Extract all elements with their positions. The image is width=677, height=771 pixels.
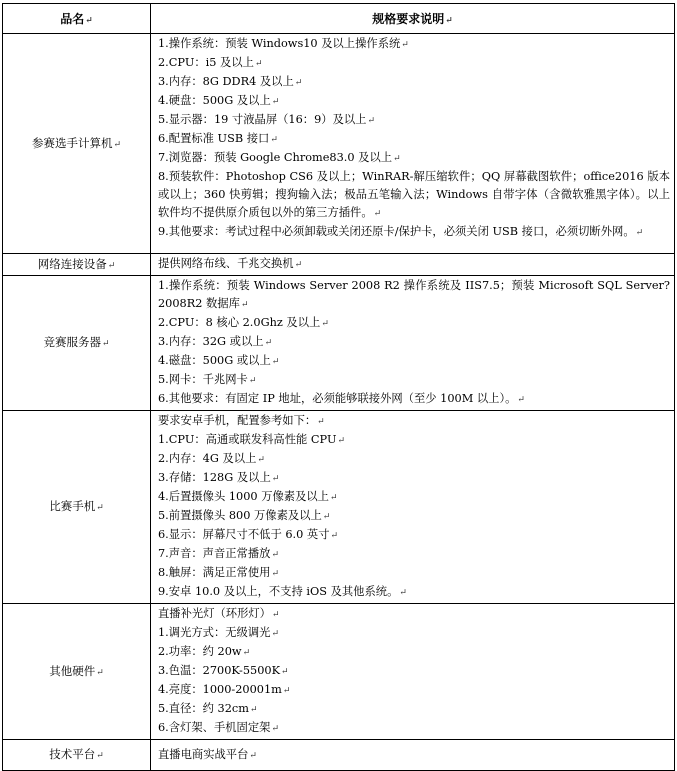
spec-line: 6.配置标准 USB 接口↵ [158,132,278,145]
item-name-cell: 网络连接设备↵ [3,254,151,276]
spec-line: 5.显示器：19 寸液晶屏（16：9）及以上↵ [158,113,376,126]
spec-line: 9.其他要求：考试过程中必须卸载或关闭还原卡/保护卡，必须关闭 USB 接口，必须切断外网。↵ [158,225,644,238]
header-name: 品名↵ [3,4,151,34]
table-row [3,34,675,254]
spec-line: 3.存储：128G 及以上↵ [158,471,280,484]
spec-line: 7.浏览器：预装 Google Chrome83.0 及以上↵ [158,151,401,164]
spec-line: 3.色温：2700K-5500K↵ [158,664,289,677]
item-spec-cell [151,34,675,254]
item-name-cell: 其他硬件↵ [3,604,151,740]
spec-line: 6.含灯架、手机固定架↵ [158,721,279,734]
table-row [3,604,675,740]
spec-line: 7.声音：声音正常播放↵ [158,547,279,560]
table-row [3,740,675,771]
spec-line: 6.其他要求：有固定 IP 地址，必须能够联接外网（至少 100M 以上）。↵ [158,392,525,405]
spec-line: 8.预装软件：Photoshop CS6 及以上；WinRAR-解压缩软件；QQ 屏幕截图软件；office2016 版本或以上；360 快剪辑；搜狗输入法；极品五笔输入法；Windows 自带字体（含微软雅黑字体）。以上软件均不提供原介质包以外的第三方插件。↵ [158,170,670,219]
spec-line: 要求安卓手机，配置参考如下：↵ [158,414,325,427]
item-spec-cell [151,254,675,276]
spec-line: 8.触屏：满足正常使用↵ [158,566,279,579]
table-row [3,276,675,411]
spec-line: 2.CPU：i5 及以上↵ [158,56,263,69]
spec-line: 1.CPU：高通或联发科高性能 CPU↵ [158,433,346,446]
spec-line: 2.内存：4G 及以上↵ [158,452,265,465]
header-row [3,4,675,34]
spec-line: 5.直径：约 32cm↵ [158,702,258,715]
item-name-cell: 参赛选手计算机↵ [3,34,151,254]
spec-line: 1.操作系统：预装 Windows10 及以上操作系统↵ [158,37,409,50]
item-spec-cell [151,411,675,604]
spec-line: 4.硬盘：500G 及以上↵ [158,94,280,107]
item-spec-cell [151,740,675,771]
table-row [3,411,675,604]
spec-line: 3.内存：32G 或以上↵ [158,335,273,348]
spec-line: 提供网络布线、千兆交换机↵ [158,257,303,270]
item-spec-cell [151,604,675,740]
spec-line: 4.磁盘：500G 或以上↵ [158,354,280,367]
spec-line: 直播电商实战平台↵ [158,747,257,761]
spec-line: 2.CPU：8 核心 2.0Ghz 及以上↵ [158,316,329,329]
spec-line: 1.调光方式：无级调光↵ [158,626,279,639]
spec-line: 2.功率：约 20w↵ [158,645,251,658]
spec-line: 9.安卓 10.0 及以上，不支持 iOS 及其他系统。↵ [158,585,407,598]
spec-line: 5.前置摄像头 800 万像素及以上↵ [158,509,331,522]
spec-line: 1.操作系统：预装 Windows Server 2008 R2 操作系统及 IIS7.5；预装 Microsoft SQL Server?2008R2 数据库↵ [158,279,670,310]
item-spec-cell [151,276,675,411]
spec-line: 4.亮度：1000-20001m↵ [158,683,291,696]
table-row [3,254,675,276]
spec-table [2,3,675,771]
header-spec: 规格要求说明↵ [151,4,675,34]
item-name-cell: 比赛手机↵ [3,411,151,604]
spec-table-container [2,3,674,771]
item-name-cell: 竞赛服务器↵ [3,276,151,411]
item-name-cell: 技术平台↵ [3,740,151,771]
spec-line: 5.网卡：千兆网卡↵ [158,373,257,386]
spec-line: 直播补光灯（环形灯）↵ [158,607,280,620]
spec-line: 6.显示：屏幕尺寸不低于 6.0 英寸↵ [158,528,339,541]
spec-line: 3.内存：8G DDR4 及以上↵ [158,75,303,88]
spec-line: 4.后置摄像头 1000 万像素及以上↵ [158,490,338,503]
